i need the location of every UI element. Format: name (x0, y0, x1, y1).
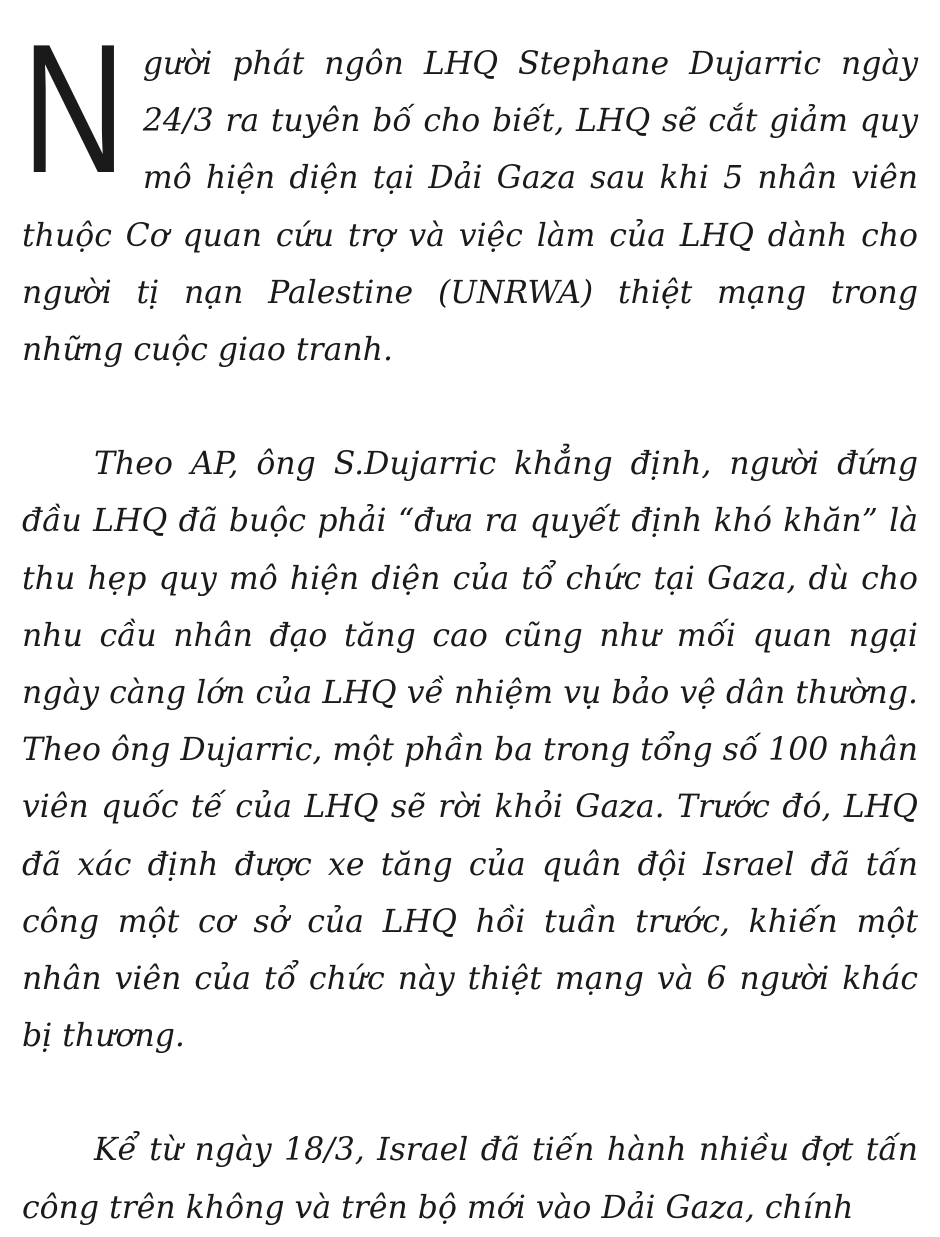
article-paragraph-1 (22, 5, 918, 379)
article-paragraph-2: Theo AP, ông S.Dujarric khẳng định, người đứng đầu LHQ đã buộc phải “đưa ra quyết định khó khăn” là thu hẹp quy mô hiện diện của tổ chức tại Gaza, dù cho nhu cầu nhân đạo tăng cao cũng như mối quan ngại ngày càng lớn của LHQ về nhiệm vụ bảo vệ dân thường. Theo ông Dujarric, một phần ba trong tổng số 100 nhân viên quốc tế của LHQ sẽ rời khỏi Gaza. Trước đó, LHQ đã xác định được xe tăng của quân đội Israel đã tấn công một cơ sở của LHQ hồi tuần trước, khiến một nhân viên của tổ chức này thiệt mạng và 6 người khác bị thương. (22, 446, 918, 1055)
article-paragraph-3: Kể từ ngày 18/3, Israel đã tiến hành nhiều đợt tấn công trên không và trên bộ mới vào Dải Gaza, chính (22, 1132, 918, 1226)
paragraph-1-text: gười phát ngôn LHQ Stephane Dujarric ngày 24/3 ra tuyên bố cho biết, LHQ sẽ cắt giảm quy mô hiện diện tại Dải Gaza sau khi 5 nhân viên thuộc Cơ quan cứu trợ và việc làm của LHQ dành cho người tị nạn Palestine (UNRWA) thiệt mạng trong những cuộc giao tranh. (22, 46, 918, 369)
drop-cap: N (22, 5, 126, 211)
